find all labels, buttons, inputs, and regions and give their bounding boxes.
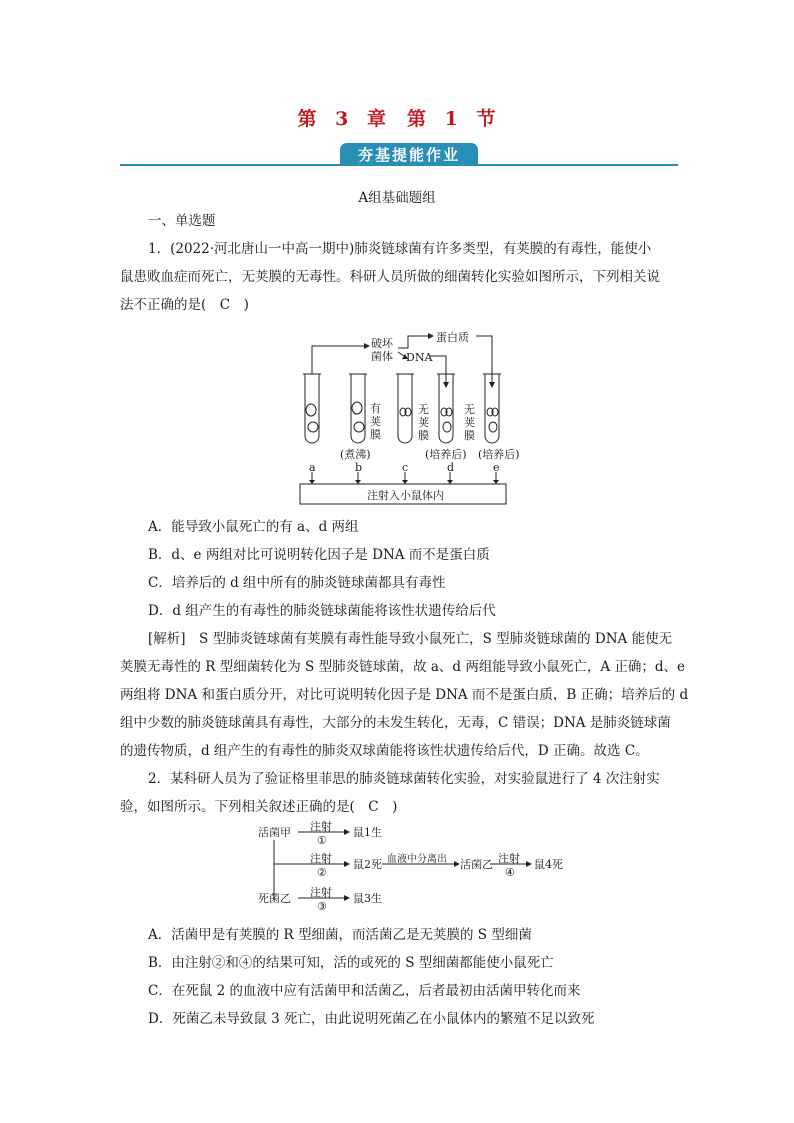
arrow-to-destroy — [312, 346, 364, 374]
label-inject-mice: 注射入小鼠体内 — [367, 489, 444, 502]
label-capsule-no-e-3: 膜 — [464, 429, 475, 442]
q1-analysis-line1: [解析] S 型肺炎链球菌有荚膜有毒性能导致小鼠死亡，S 型肺炎链球菌的 DNA 能使无 — [148, 631, 673, 647]
label-c: c — [402, 461, 409, 474]
section-heading: 一、单选题 — [148, 213, 216, 229]
label-b: b — [355, 461, 363, 474]
label-capsule-no-c-1: 无 — [418, 403, 429, 416]
label-mouse-2: 鼠2死 — [353, 858, 382, 871]
q1-option-a: A．能导致小鼠死亡的有 a、d 两组 — [148, 519, 359, 535]
label-mouse-3: 鼠3生 — [353, 892, 382, 905]
label-inject-4: 注射 — [498, 852, 520, 865]
label-protein: 蛋白质 — [436, 331, 469, 344]
arrow-to-protein — [398, 336, 428, 348]
label-capsule-no-c-3: 膜 — [418, 429, 429, 442]
label-inject-2: 注射 — [310, 852, 332, 865]
tube-b — [351, 374, 365, 443]
q2-stem-line2: 验，如图所示。下列相关叙述正确的是( C ) — [120, 799, 398, 815]
q2-option-c: C．在死鼠 2 的血液中应有活菌甲和活菌乙，后者最初由活菌甲转化而来 — [148, 983, 581, 999]
label-e: e — [493, 461, 500, 474]
label-d: d — [447, 461, 455, 474]
label-capsule-no-e-1: 无 — [464, 403, 475, 416]
label-mouse-4: 鼠4死 — [534, 858, 563, 871]
q1-analysis-line4: 组中少数的肺炎链球菌具有毒性，大部分的未发生转化，无毒，C 错误；DNA 是肺炎链球菌 — [120, 715, 671, 731]
q1-option-b: B．d、e 两组对比可说明转化因子是 DNA 而不是蛋白质 — [148, 547, 490, 563]
q1-analysis-line2: 荚膜无毒性的 R 型细菌转化为 S 型肺炎链球菌，故 a、d 两组能导致小鼠死亡，A 正确；d、e — [120, 659, 686, 675]
q2-option-a: A．活菌甲是有荚膜的 R 型细菌，而活菌乙是无荚膜的 S 型细菌 — [148, 927, 532, 943]
label-capsule-no-e-2: 荚 — [464, 416, 475, 429]
label-inject-3: 注射 — [310, 886, 332, 899]
chapter-title: 第 3 章 第 1 节 — [297, 108, 497, 130]
label-num-4: ④ — [505, 866, 515, 879]
homework-badge: 夯基提能作业 — [340, 143, 478, 166]
label-mouse-1: 鼠1生 — [353, 826, 382, 839]
label-capsule-yes-2: 荚 — [370, 415, 381, 428]
q1-analysis-line5: 的遗传物质，d 组产生的有毒性的肺炎双球菌能将该性状遗传给后代，D 正确。故选 C。 — [120, 743, 649, 759]
group-heading: A组基础题组 — [358, 190, 436, 206]
q1-option-d: D．d 组产生的有毒性的肺炎链球菌能将该性状遗传给后代 — [148, 603, 496, 619]
label-num-1: ① — [317, 834, 327, 847]
label-cultured-e: (培养后) — [478, 448, 520, 461]
label-dead-b: 死菌乙 — [258, 892, 291, 905]
label-boiled: (煮沸) — [340, 448, 371, 461]
arrow-dna-to-d — [430, 356, 446, 382]
label-separate: 血液中分离出 — [387, 854, 447, 865]
q2-stem-line1: 2．某科研人员为了验证格里菲思的肺炎链球菌转化实验，对实验鼠进行了 4 次注射实 — [148, 771, 660, 787]
q1-analysis-line3: 两组将 DNA 和蛋白质分开，对比可说明转化因子是 DNA 而不是蛋白质，B 正确；培养后的 d — [120, 687, 689, 703]
q1-stem-line3: 法不正确的是( C ) — [120, 297, 249, 313]
label-a: a — [309, 461, 316, 474]
arrow-to-dna — [398, 352, 404, 356]
label-capsule-no-c-2: 荚 — [418, 416, 429, 429]
label-destroy: 破坏 — [371, 337, 393, 350]
label-live-b: 活菌乙 — [460, 858, 493, 871]
title-divider — [120, 164, 678, 166]
label-cell: 菌体 — [371, 350, 393, 363]
q2-option-d: D．死菌乙未导致鼠 3 死亡，由此说明死菌乙在小鼠体内的繁殖不足以致死 — [148, 1011, 595, 1027]
arrow-protein-to-e — [476, 336, 492, 382]
label-num-2: ② — [317, 866, 327, 879]
label-cultured-d: (培养后) — [425, 448, 467, 461]
label-capsule-yes-1: 有 — [370, 402, 381, 415]
label-dna: DNA — [406, 351, 433, 364]
label-inject-1: 注射 — [310, 820, 332, 833]
label-capsule-yes-3: 膜 — [370, 428, 381, 441]
label-live-a: 活菌甲 — [258, 826, 291, 839]
q2-option-b: B．由注射②和④的结果可知，活的或死的 S 型细菌都能使小鼠死亡 — [148, 955, 554, 971]
q1-stem-line1: 1．(2022·河北唐山一中高一期中)肺炎链球菌有许多类型，有荚膜的有毒性，能使小 — [148, 241, 652, 257]
label-num-3: ③ — [317, 900, 327, 913]
tube-a — [305, 374, 319, 443]
q1-option-c: C．培养后的 d 组中所有的肺炎链球菌都具有毒性 — [148, 575, 446, 591]
q1-stem-line2: 鼠患败血症而死亡，无荚膜的无毒性。科研人员所做的细菌转化实验如图所示，下列相关说 — [120, 269, 660, 285]
